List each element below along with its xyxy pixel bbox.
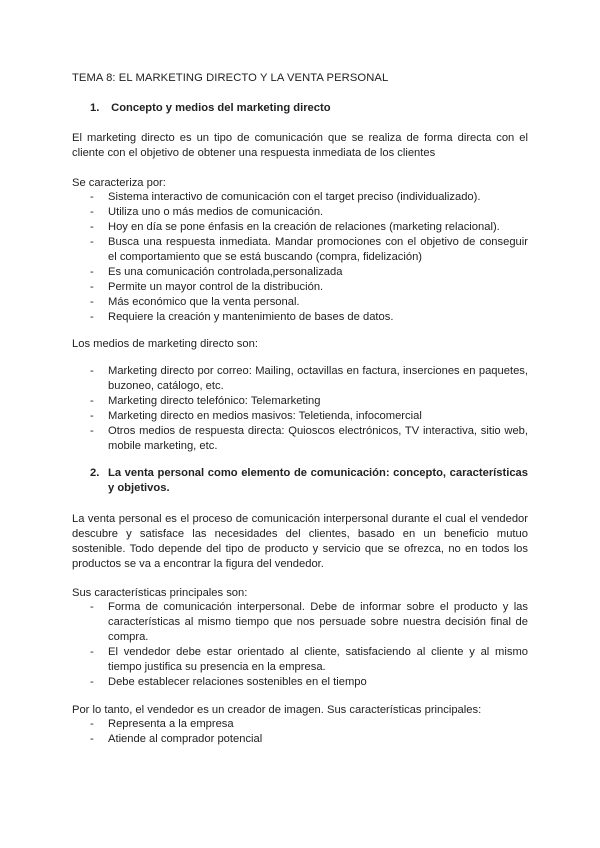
- section1-heading: [90, 101, 530, 116]
- section1-number: 1.: [90, 102, 100, 114]
- list-item: - Atiende al comprador potencial: [90, 733, 263, 745]
- list-item: - Otros medios de respuesta directa: Quioscos electrónicos, TV interactiva, sitio web, mobile marketing, etc.: [90, 425, 528, 452]
- list-item: - Hoy en día se pone énfasis en la creación de relaciones (marketing relacional).: [90, 221, 500, 233]
- section2-seller-list: [90, 717, 528, 747]
- list-item: - Marketing directo en medios masivos: Teletienda, infocomercial: [90, 410, 422, 422]
- section1-heading-text: Concepto y medios del marketing directo: [111, 102, 331, 114]
- list-item: - Permite un mayor control de la distribución.: [90, 281, 324, 293]
- list-item: - El vendedor debe estar orientado al cliente, satisfaciendo al cliente y al mismo tiempo justifica su presencia en la empresa.: [90, 646, 528, 673]
- section1-media-list: [90, 364, 528, 454]
- list-item: - Representa a la empresa: [90, 718, 234, 730]
- list-item: - Forma de comunicación interpersonal. Debe de informar sobre el producto y las características al mismo tiempo que nos persuade sobre nuestra decisión final de compra.: [90, 601, 528, 643]
- section2-heading: [90, 466, 528, 496]
- list-item: - Busca una respuesta inmediata. Mandar promociones con el objetivo de conseguir el comportamiento que se está buscando (compra, fidelización): [90, 236, 528, 263]
- list-item: - Más económico que la venta personal.: [90, 296, 300, 308]
- section1-media-label: Los medios de marketing directo son:: [72, 338, 258, 350]
- document-title: TEMA 8: EL MARKETING DIRECTO Y LA VENTA PERSONAL: [72, 72, 389, 84]
- section2-characteristics-label: Sus características principales son:: [72, 587, 248, 599]
- section2-characteristics-list: [90, 600, 528, 690]
- section2-seller-label: Por lo tanto, el vendedor es un creador de imagen. Sus características principales:: [72, 704, 482, 716]
- list-item: - Es una comunicación controlada,personalizada: [90, 266, 343, 278]
- list-item: - Utiliza uno o más medios de comunicación.: [90, 206, 324, 218]
- list-item: - Debe establecer relaciones sostenibles en el tiempo: [90, 676, 367, 688]
- section2-number: 2.: [90, 467, 100, 479]
- list-item: - Requiere la creación y mantenimiento de bases de datos.: [90, 311, 394, 323]
- section1-characteristics-list: [90, 190, 528, 325]
- section1-characteristics-label: Se caracteriza por:: [72, 177, 166, 189]
- section2-heading-text: La venta personal como elemento de comunicación: concepto, características y objetivos.: [108, 467, 528, 494]
- list-item: - Marketing directo por correo: Mailing, octavillas en factura, inserciones en paquetes, buzoneo, catálogo, etc.: [90, 365, 528, 392]
- section1-intro: El marketing directo es un tipo de comunicación que se realiza de forma directa con el cliente con el objetivo de obtener una respuesta inmediata de los clientes: [72, 132, 528, 159]
- section2-intro: La venta personal es el proceso de comunicación interpersonal durante el cual el vendedor descubre y satisface las necesidades del clientes, basado en un beneficio mutuo sostenible. Todo depende del tipo de producto y servicio que se ofrezca, no en todos los productos se va a encontrar la figura del vendedor.: [72, 513, 528, 570]
- list-item: - Marketing directo telefónico: Telemarketing: [90, 395, 321, 407]
- list-item: - Sistema interactivo de comunicación con el target preciso (individualizado).: [90, 191, 481, 203]
